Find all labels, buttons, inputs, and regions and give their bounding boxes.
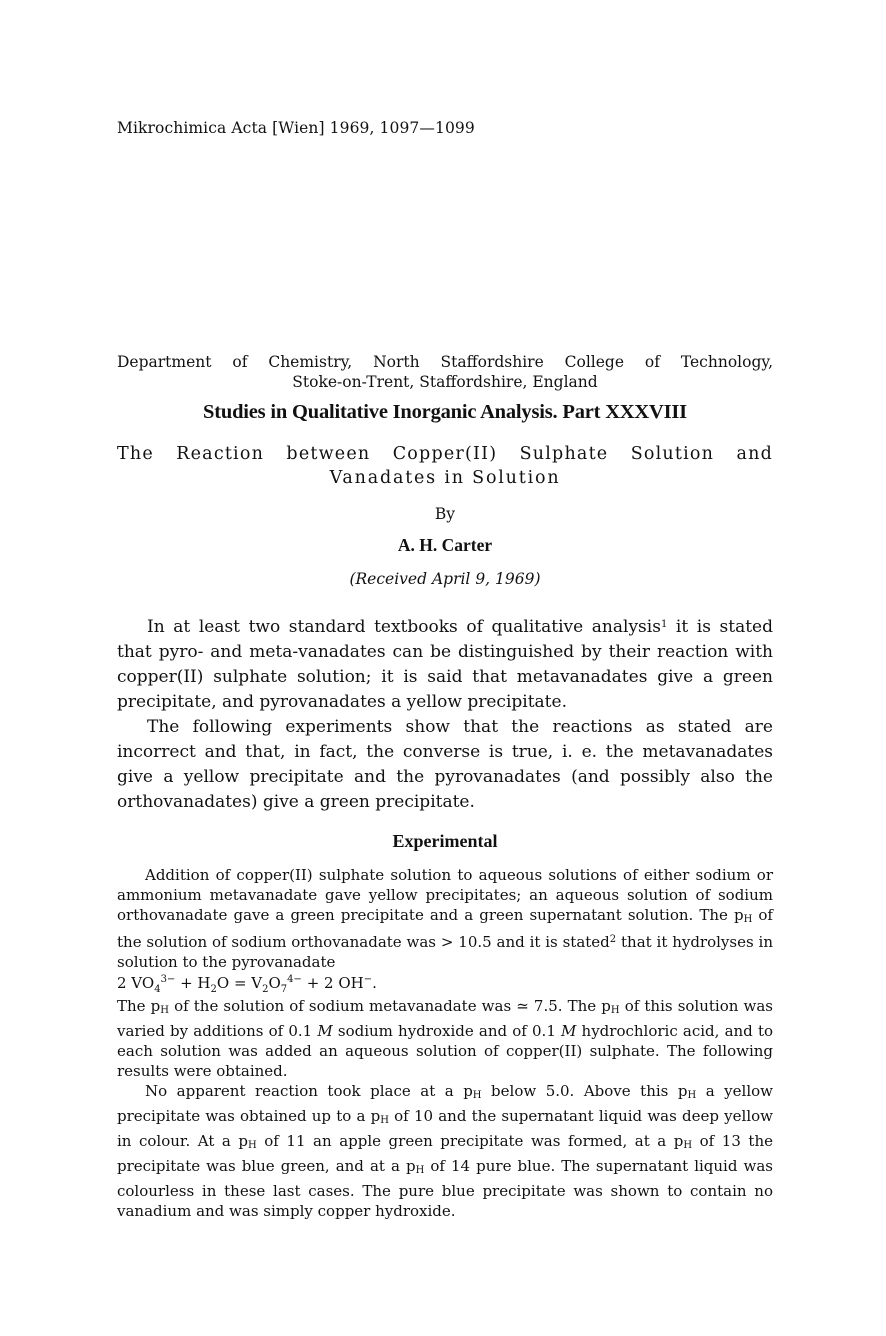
hydrolysis-equation: 2 $VO_4^{3-} + H_2O = V_2O_7^{4-} + 2$ OH−.: [117, 974, 377, 995]
experimental-paragraph-3: No apparent reaction took place at a pH below 5.0. Above this pH a yellow precipitate was obtained up to a pH of 10 and the supernatant liquid was deep yellow in colour. At a pH of 11 an apple green precipitate was formed, at a pH of 13 the precipitate was blue green, and at a pH of 14 pure blue. The supernatant liquid was colourless in these last cases. The pure blue precipitate was shown to contain no vanadium and was simply copper hydroxide.: [117, 1082, 773, 1220]
paper-subtitle: [117, 442, 773, 490]
affiliation-line-2: Stoke-on-Trent, Staffordshire, England: [292, 373, 598, 391]
subtitle-line-2: Vanadates in Solution: [329, 468, 561, 488]
affiliation-line-1: Department of Chemistry, North Staffordshire College of Technology,: [117, 353, 773, 371]
reference-marker: 1: [660, 619, 668, 630]
by-line: By: [434, 505, 456, 523]
experimental-section: [117, 865, 773, 1221]
affiliation: [117, 352, 773, 392]
experimental-paragraph-1: Addition of copper(II) sulphate solution to aqueous solutions of either sodium or ammonium metavanadate gave yellow precipitates; an aqueous solution of sodium orthovanadate gave a green precipitate and a green supernatant solution. The pH of the solution of sodium orthovanadate was > 10.5 and it is stated$^2$ that it hydrolyses in solution to the pyrovanadate: [117, 866, 773, 971]
author-name: A. H. Carter: [397, 535, 493, 555]
intro-paragraph-1: In at least two standard textbooks of qualitative analysis$^1$ it is stated that pyro- and meta-vanadates can be distinguished by their reaction with copper(II) sulphate solution; it is said that metavanadates give a green precipitate, and pyrovanadates a yellow precipitate.: [117, 617, 774, 712]
journal-header: Mikrochimica Acta [Wien] 1969, 1097—1099: [117, 119, 475, 137]
paper-title: Studies in Qualitative Inorganic Analysis. Part XXXVIII: [203, 401, 687, 423]
experimental-paragraph-2: The pH of the solution of sodium metavanadate was ≃ 7.5. The pH of this solution was varied by additions of 0.1 M sodium hydroxide and of 0.1 M hydrochloric acid, and to each solution was added an aqueous solution of copper(II) sulphate. The following results were obtained.: [117, 997, 774, 1080]
introduction: [117, 612, 773, 815]
intro-paragraph-2: The following experiments show that the reactions as stated are incorrect and that, in fact, the converse is true, i. e. the metavanadates give a yellow precipitate and the pyrovanadates (and possibly also the orthovanadates) give a green precipitate.: [117, 717, 773, 812]
subtitle-line-1: The Reaction between Copper(II) Sulphate Solution and: [117, 444, 773, 464]
reference-marker: 2: [609, 934, 617, 945]
received-date: (Received April 9, 1969): [349, 570, 541, 588]
section-heading-experimental: Experimental: [392, 831, 498, 851]
